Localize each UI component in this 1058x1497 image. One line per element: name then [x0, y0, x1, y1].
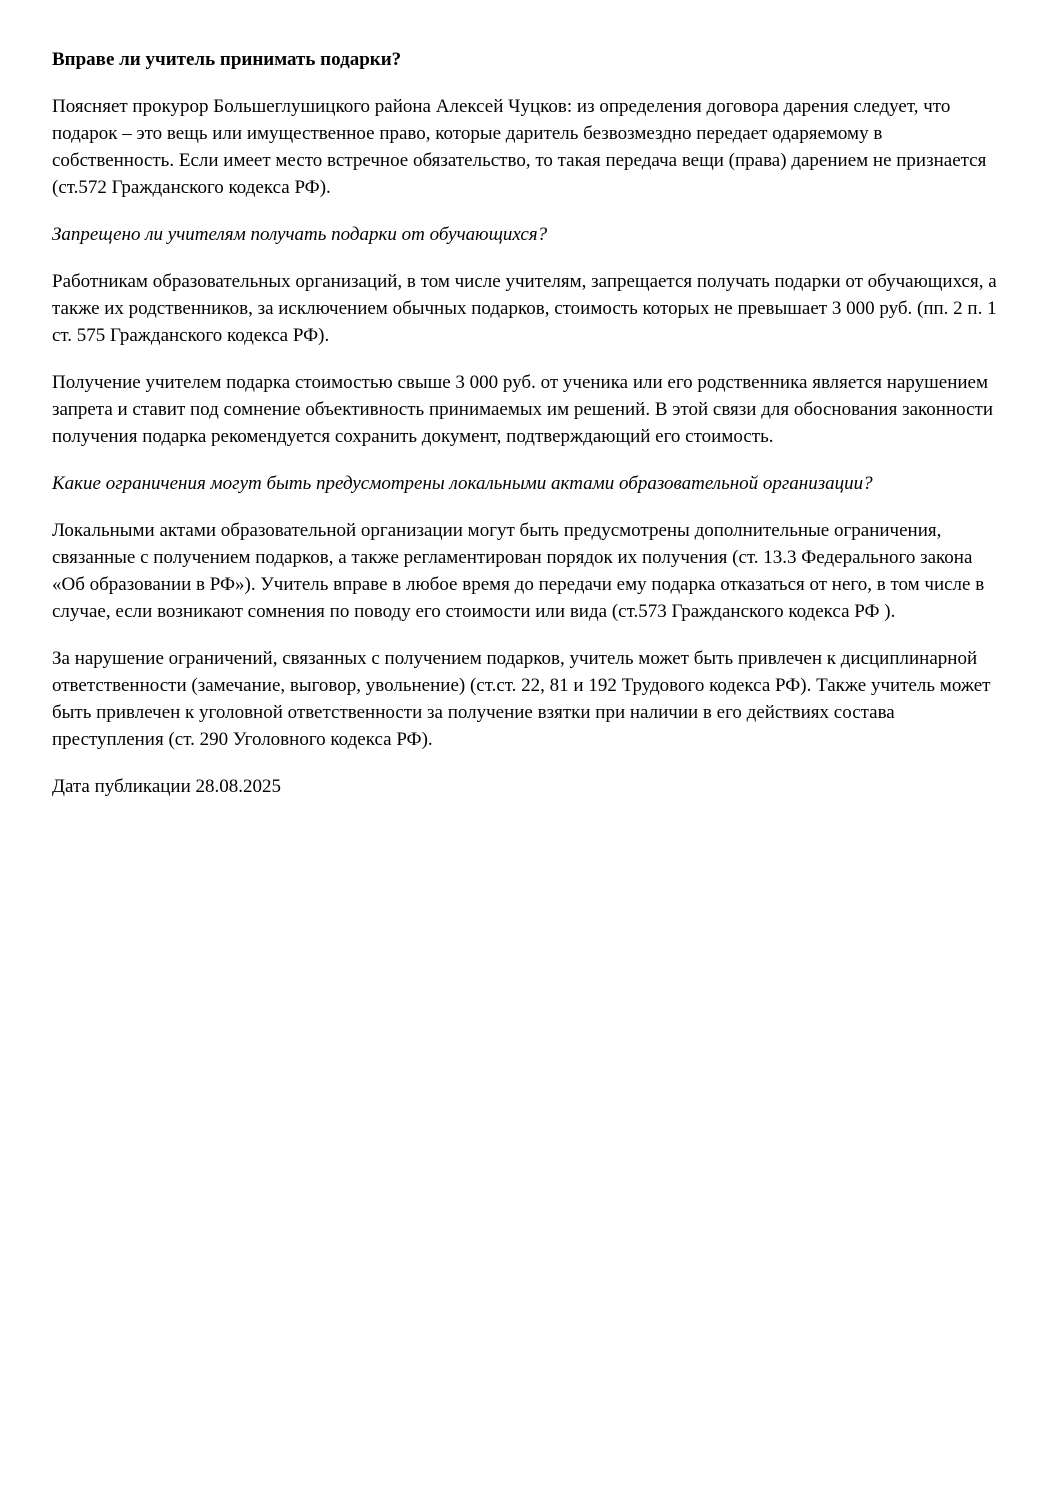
publication-date: Дата публикации 28.08.2025	[52, 776, 282, 797]
paragraph-local-acts-restrictions: Локальными актами образовательной организации могут быть предусмотрены дополнительные ограничения, связанные с получением подарков, а также регламентирован порядок их получения (ст. 13.3 Федерального закона «Об образовании в РФ»). Учитель вправе в любое время до передачи ему подарка отказаться от него, в том числе в случае, если возникают сомнения по поводу его стоимости или вида (ст.573 Гражданского кодекса РФ ).	[52, 520, 985, 622]
question-paragraph-gifts-from-students: Запрещено ли учителям получать подарки от обучающихся?	[52, 224, 548, 245]
paragraph-gift-over-limit: Получение учителем подарка стоимостью свыше 3 000 руб. от ученика или его родственника является нарушением запрета и ставит под сомнение объективность принимаемых им решений. В этой связи для обоснования законности получения подарка рекомендуется сохранить документ, подтверждающий его стоимость.	[52, 372, 993, 447]
paragraph-intro: Поясняет прокурор Большеглушицкого района Алексей Чуцков: из определения договора дарения следует, что подарок – это вещь или имущественное право, которые даритель безвозмездно передает одаряемому в собственность. Если имеет место встречное обязательство, то такая передача вещи (права) дарением не признается (ст.572 Гражданского кодекса РФ).	[52, 96, 987, 198]
article-title: Вправе ли учитель принимать подарки?	[52, 49, 402, 70]
paragraph-liability: За нарушение ограничений, связанных с получением подарков, учитель может быть привлечен к дисциплинарной ответственности (замечание, выговор, увольнение) (ст.ст. 22, 81 и 192 Трудового кодекса РФ). Также учитель может быть привлечен к уголовной ответственности за получение взятки при наличии в его действиях состава преступления (ст. 290 Уголовного кодекса РФ).	[52, 648, 991, 750]
question-paragraph-local-acts: Какие ограничения могут быть предусмотрены локальными актами образовательной организации?	[52, 473, 873, 494]
paragraph-gift-prohibition: Работникам образовательных организаций, в том числе учителям, запрещается получать подарки от обучающихся, а также их родственников, за исключением обычных подарков, стоимость которых не превышает 3 000 руб. (пп. 2 п. 1 ст. 575 Гражданского кодекса РФ).	[52, 271, 997, 346]
